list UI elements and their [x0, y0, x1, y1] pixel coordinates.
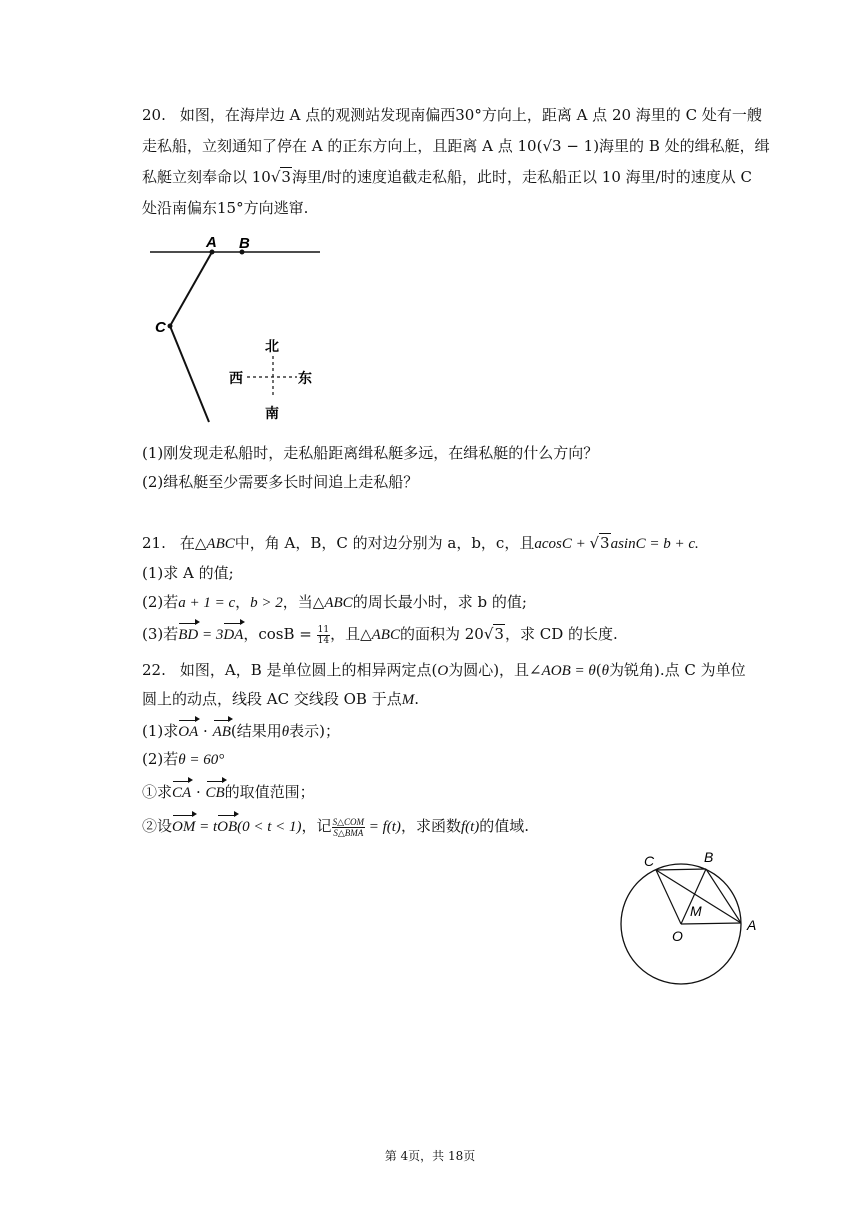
label-a: A: [747, 917, 757, 933]
q22-l1-a: 如图，A，B 是单位圆上的相异两定点(: [179, 661, 438, 679]
q22-s2-d: 的值域.: [479, 817, 530, 835]
q21-p3-d: 的面积为 20: [399, 625, 484, 643]
q21-eq1: acosC +: [534, 536, 590, 552]
compass-east: 东: [298, 370, 312, 386]
vector-oa: OA: [178, 719, 198, 742]
vector-ab: AB: [213, 719, 231, 742]
q21-stem-a: 在△: [179, 534, 207, 552]
q22-l2-a: 圆上的动点，线段 AC 交线段 OB 于点: [142, 690, 402, 708]
q20-text-3a: 私艇立刻奉命以 10: [142, 168, 271, 186]
frac-den: 14: [317, 635, 330, 646]
q20-text-3b: 海里/时的速度追截走私船，此时，走私船正以 10 海里/时的速度从 C: [291, 168, 752, 186]
q21-p3-sqrt: 3: [494, 625, 504, 643]
q22-part2: [142, 749, 224, 770]
frac-den: S△BMA: [333, 827, 364, 838]
q22-line1: [142, 660, 746, 681]
q22-l1-aob: AOB = θ: [541, 663, 596, 679]
q22-s2-b: ，记: [301, 817, 332, 835]
q21-sqrt: 3: [600, 534, 610, 552]
vector-da: DA: [223, 622, 243, 645]
fraction-area-ratio: [332, 817, 365, 838]
q21-p3-abc: ABC: [371, 627, 400, 643]
q20-part2: (2)缉私艇至少需要多长时间追上走私船？: [142, 473, 419, 491]
q21-stem-b: 中，角 A，B，C 的对边分别为 a，b，c，且: [234, 534, 535, 552]
q21-p2-m2: b > 2: [250, 595, 283, 611]
q22-sub2: [142, 814, 529, 838]
dot-op: ·: [191, 783, 206, 801]
q21-p3-e: ，求 CD 的长度.: [504, 625, 618, 643]
vector-bd: BD: [178, 622, 198, 645]
label-c: C: [155, 319, 166, 336]
segment-ac: [170, 252, 212, 326]
label-c: C: [644, 853, 655, 869]
q22-s2-cond: (0 < t < 1): [237, 819, 302, 835]
q21-p2-m3: ABC: [324, 595, 353, 611]
vector-ca: CA: [172, 780, 191, 803]
q20-figure: [140, 228, 330, 426]
q22-s2-eq2: = f(t): [364, 819, 401, 835]
page-footer: 第 4页，共 18页: [384, 1149, 476, 1163]
q20-number: 20.: [142, 106, 166, 124]
sqrt-sign: √: [270, 168, 281, 186]
q22-s1-a: ①求: [142, 783, 173, 801]
q21-part1: (1)求 A 的值;: [142, 564, 234, 582]
q22-p1-a: (1)求: [142, 722, 179, 740]
q22-l2-b: .: [414, 690, 419, 708]
frac-num: S△COM: [332, 816, 364, 827]
segment-c-escape: [170, 326, 209, 422]
q21-part3: [142, 622, 618, 646]
q22-p1-c: 表示)；: [289, 722, 340, 740]
q22-number: 22.: [142, 661, 166, 679]
q22-l1-o: O: [437, 663, 449, 679]
q22-l1-b: 为圆心)，且∠: [448, 661, 542, 679]
q20-line3: [142, 167, 752, 187]
q22-s2-eq: = t: [195, 819, 218, 835]
label-o: O: [672, 928, 683, 944]
vector-cb: CB: [206, 780, 225, 803]
q21-p2-c: ，当△: [282, 593, 325, 611]
q22-p2-m: θ = 60°: [178, 752, 225, 768]
compass-south: 南: [265, 405, 279, 421]
q21-p3-c: ，且△: [330, 625, 372, 643]
q21-p2-a: (2)若: [142, 593, 179, 611]
dot-op: ·: [198, 722, 213, 740]
q22-p1-b: (结果用: [230, 722, 282, 740]
q22-part1: [142, 719, 340, 742]
q21-p3-a: (3)若: [142, 625, 179, 643]
q22-s2-c: ，求函数: [400, 817, 461, 835]
compass-north: 北: [265, 338, 279, 354]
seg-ab: [706, 869, 741, 923]
sqrt-sign: √: [483, 625, 494, 643]
seg-cb: [656, 869, 706, 870]
point-c: [168, 324, 173, 329]
q21-p3-b: ，cosB =: [243, 625, 317, 643]
q22-s1-b: 的取值范围；: [224, 783, 315, 801]
fraction-11-14: [317, 625, 330, 646]
q22-sub1: [142, 780, 315, 803]
q21-p2-b: ，: [235, 593, 251, 611]
q21-p3-eq: = 3: [198, 627, 224, 643]
q22-l1-theta: θ: [601, 663, 609, 679]
q22-l1-d: 为锐角).点 C 为单位: [609, 661, 746, 679]
q20-sqrt-3: 3: [281, 168, 291, 186]
q22-l1-c: (: [595, 661, 602, 679]
seg-oa: [681, 923, 741, 924]
q21-p2-d: 的周长最小时，求 b 的值;: [352, 593, 527, 611]
label-b: B: [704, 849, 714, 865]
q22-line2: [142, 689, 419, 710]
q22-s2-a: ②设: [142, 817, 173, 835]
q21-stem: [142, 533, 699, 554]
q21-part2: [142, 592, 527, 613]
compass-west: 西: [229, 370, 243, 386]
sqrt-sign: √: [589, 534, 600, 552]
label-b: B: [239, 235, 250, 252]
q21-stem-abc: ABC: [206, 536, 235, 552]
label-m: M: [690, 903, 702, 919]
q21-number: 21.: [142, 534, 166, 552]
q20-line2: 走私船，立刻通知了停在 A 的正东方向上，且距离 A 点 10(√3 − 1)海里的 B 处的缉私艇，缉: [142, 137, 770, 155]
vector-ob: OB: [217, 814, 237, 837]
q20-line4: 处沿南偏东15°方向逃窜.: [142, 199, 309, 217]
q21-p2-m1: a + 1 = c: [178, 595, 236, 611]
q20-part1: (1)刚发现走私船时，走私船距离缉私艇多远，在缉私艇的什么方向？: [142, 444, 599, 462]
q20-line1: [142, 105, 762, 125]
q22-p2-a: (2)若: [142, 750, 179, 768]
frac-num: 11: [317, 624, 330, 635]
q22-figure: [612, 846, 762, 988]
q21-eq2: asinC = b + c.: [610, 536, 699, 552]
label-a: A: [206, 234, 217, 251]
vector-om: OM: [172, 814, 195, 837]
q20-text-1: 如图，在海岸边 A 点的观测站发现南偏西30°方向上，距离 A 点 20 海里的 C 处有一艘: [179, 106, 762, 124]
q22-s2-ft: f(t): [460, 819, 480, 835]
q22-p1-theta: θ: [281, 724, 290, 740]
q22-l2-m: M: [401, 692, 415, 708]
